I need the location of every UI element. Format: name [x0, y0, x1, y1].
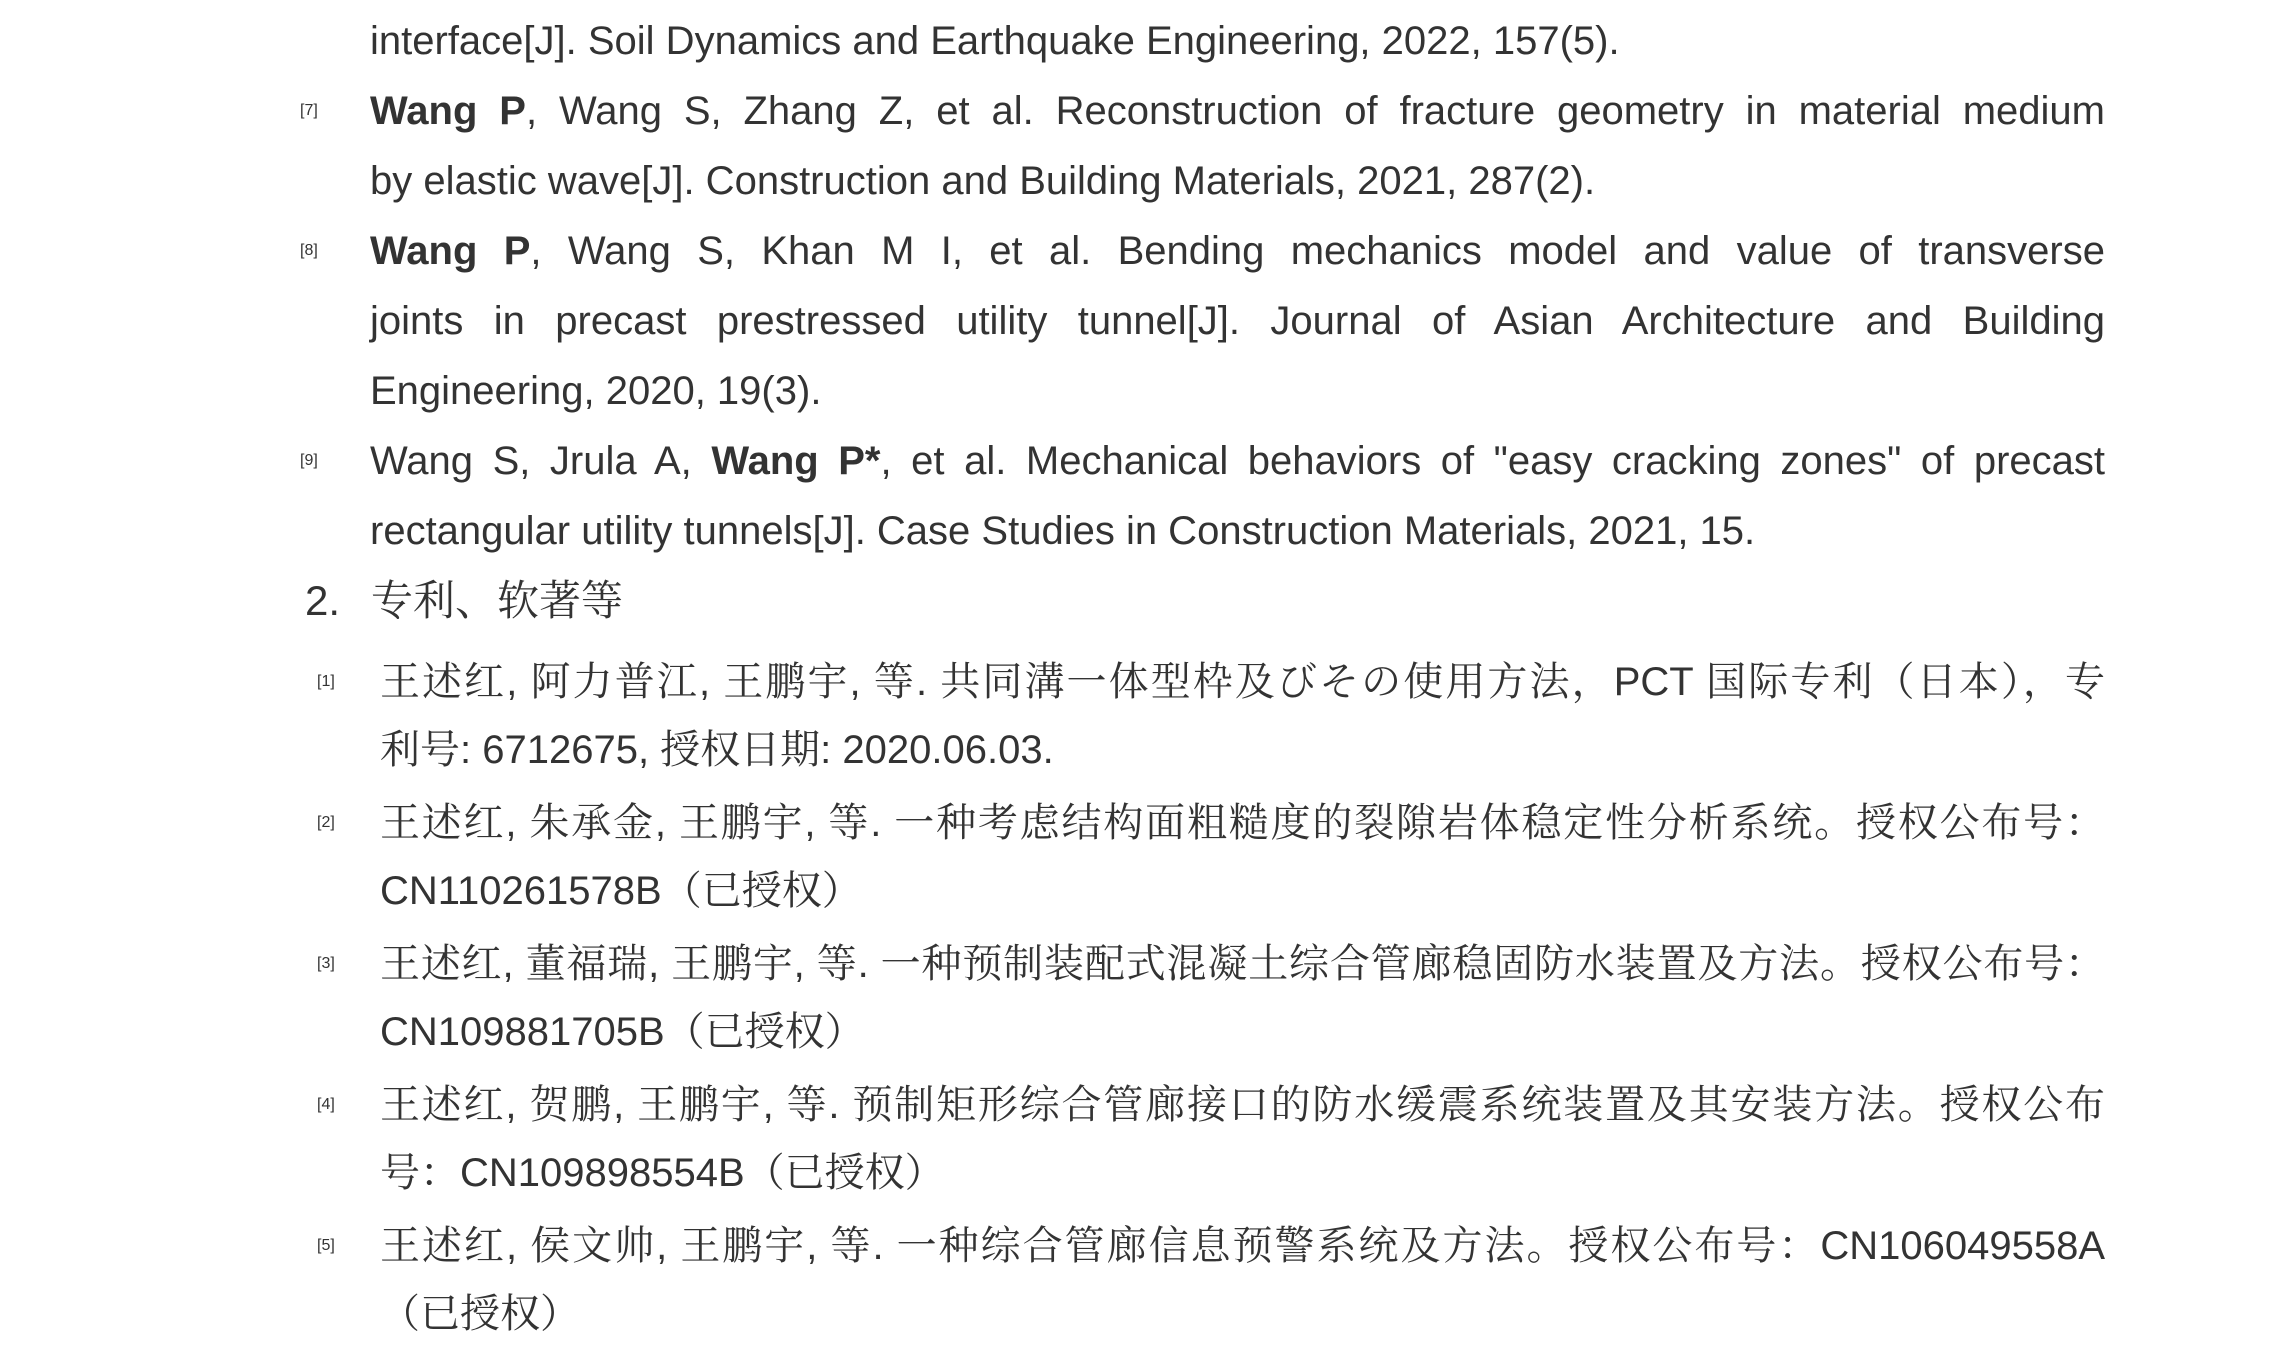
- author-name-highlight: Wang P: [370, 229, 531, 273]
- reference-line: [380, 716, 2105, 784]
- reference-entry: [300, 216, 2105, 426]
- reference-text: rectangular utility tunnels[J]. Case Studies in Construction Materials, 2021, 15.: [370, 509, 1756, 553]
- reference-line: [370, 496, 2105, 566]
- author-name-highlight: Wang P*: [711, 439, 881, 483]
- patent-reference-list: [317, 648, 2105, 1348]
- reference-number: [7]: [300, 102, 318, 119]
- reference-text: 王述红, 朱承金, 王鹏宇, 等. 一种考虑结构面粗糙度的裂隙岩体稳定性分析系统。授权公布号：: [380, 801, 2105, 845]
- reference-line: [380, 1280, 2105, 1348]
- reference-text: joints in precast prestressed utility tunnel[J]. Journal of Asian Architecture and Building: [370, 299, 2105, 343]
- reference-line: [370, 6, 2105, 76]
- section-heading-patents: [305, 566, 2105, 636]
- reference-number: [9]: [300, 452, 318, 469]
- reference-entry: [317, 648, 2105, 784]
- reference-text: CN109881705B（已授权）: [380, 1010, 865, 1054]
- reference-line: [380, 789, 2105, 857]
- section-heading-title: 专利、软著等: [371, 577, 624, 624]
- reference-number: [1]: [317, 673, 335, 690]
- reference-line: [380, 998, 2105, 1066]
- reference-entry: [317, 930, 2105, 1066]
- reference-entry: [300, 76, 2105, 216]
- reference-text: , et al. Mechanical behaviors of "easy cracking zones" of precast: [880, 439, 2105, 483]
- reference-text: 利号: 6712675, 授权日期: 2020.06.03.: [380, 728, 1054, 772]
- reference-entry: [317, 1071, 2105, 1207]
- reference-line: [370, 76, 2105, 146]
- reference-number: [5]: [317, 1237, 335, 1254]
- reference-page-content: [300, 6, 2105, 1353]
- reference-text: 号：CN109898554B（已授权）: [380, 1151, 945, 1195]
- section-heading-number: 2.: [305, 577, 341, 624]
- reference-line: [370, 146, 2105, 216]
- reference-number: [4]: [317, 1096, 335, 1113]
- reference-line: [380, 1139, 2105, 1207]
- reference-line: [380, 1071, 2105, 1139]
- reference-line: [380, 930, 2105, 998]
- reference-line: [380, 648, 2105, 716]
- reference-line: [370, 356, 2105, 426]
- reference-text: 王述红, 侯文帅, 王鹏宇, 等. 一种综合管廊信息预警系统及方法。授权公布号：CN106049558A: [380, 1224, 2105, 1268]
- reference-line: [380, 1212, 2105, 1280]
- reference-line: [370, 426, 2105, 496]
- reference-text: （已授权）: [380, 1292, 580, 1336]
- reference-text: CN110261578B（已授权）: [380, 869, 862, 913]
- reference-line: [380, 857, 2105, 925]
- reference-text: interface[J]. Soil Dynamics and Earthquake Engineering, 2022, 157(5).: [370, 19, 1620, 63]
- reference-text: by elastic wave[J]. Construction and Building Materials, 2021, 287(2).: [370, 159, 1596, 203]
- reference-text: 王述红, 贺鹏, 王鹏宇, 等. 预制矩形综合管廊接口的防水缓震系统装置及其安装方法。授权公布: [380, 1083, 2105, 1127]
- reference-text: 王述红, 阿力普江, 王鹏宇, 等. 共同溝一体型枠及びその使用方法，PCT 国际专利（日本），专: [380, 660, 2105, 704]
- author-name-highlight: Wang P: [370, 89, 526, 133]
- reference-number: [8]: [300, 242, 318, 259]
- reference-entry: [317, 789, 2105, 925]
- reference-line: [370, 286, 2105, 356]
- reference-text: , Wang S, Khan M I, et al. Bending mechanics model and value of transverse: [530, 229, 2105, 273]
- reference-text: Wang S, Jrula A,: [370, 439, 712, 483]
- reference-entry: [300, 6, 2105, 76]
- journal-reference-list: [300, 6, 2105, 566]
- reference-entry: [317, 1212, 2105, 1348]
- reference-text: , Wang S, Zhang Z, et al. Reconstruction of fracture geometry in material medium: [525, 89, 2105, 133]
- reference-number: [2]: [317, 814, 335, 831]
- reference-line: [370, 216, 2105, 286]
- reference-entry: [300, 426, 2105, 566]
- reference-text: 王述红, 董福瑞, 王鹏宇, 等. 一种预制装配式混凝土综合管廊稳固防水装置及方法。授权公布号：: [380, 942, 2105, 986]
- reference-text: Engineering, 2020, 19(3).: [370, 369, 822, 413]
- reference-number: [3]: [317, 955, 335, 972]
